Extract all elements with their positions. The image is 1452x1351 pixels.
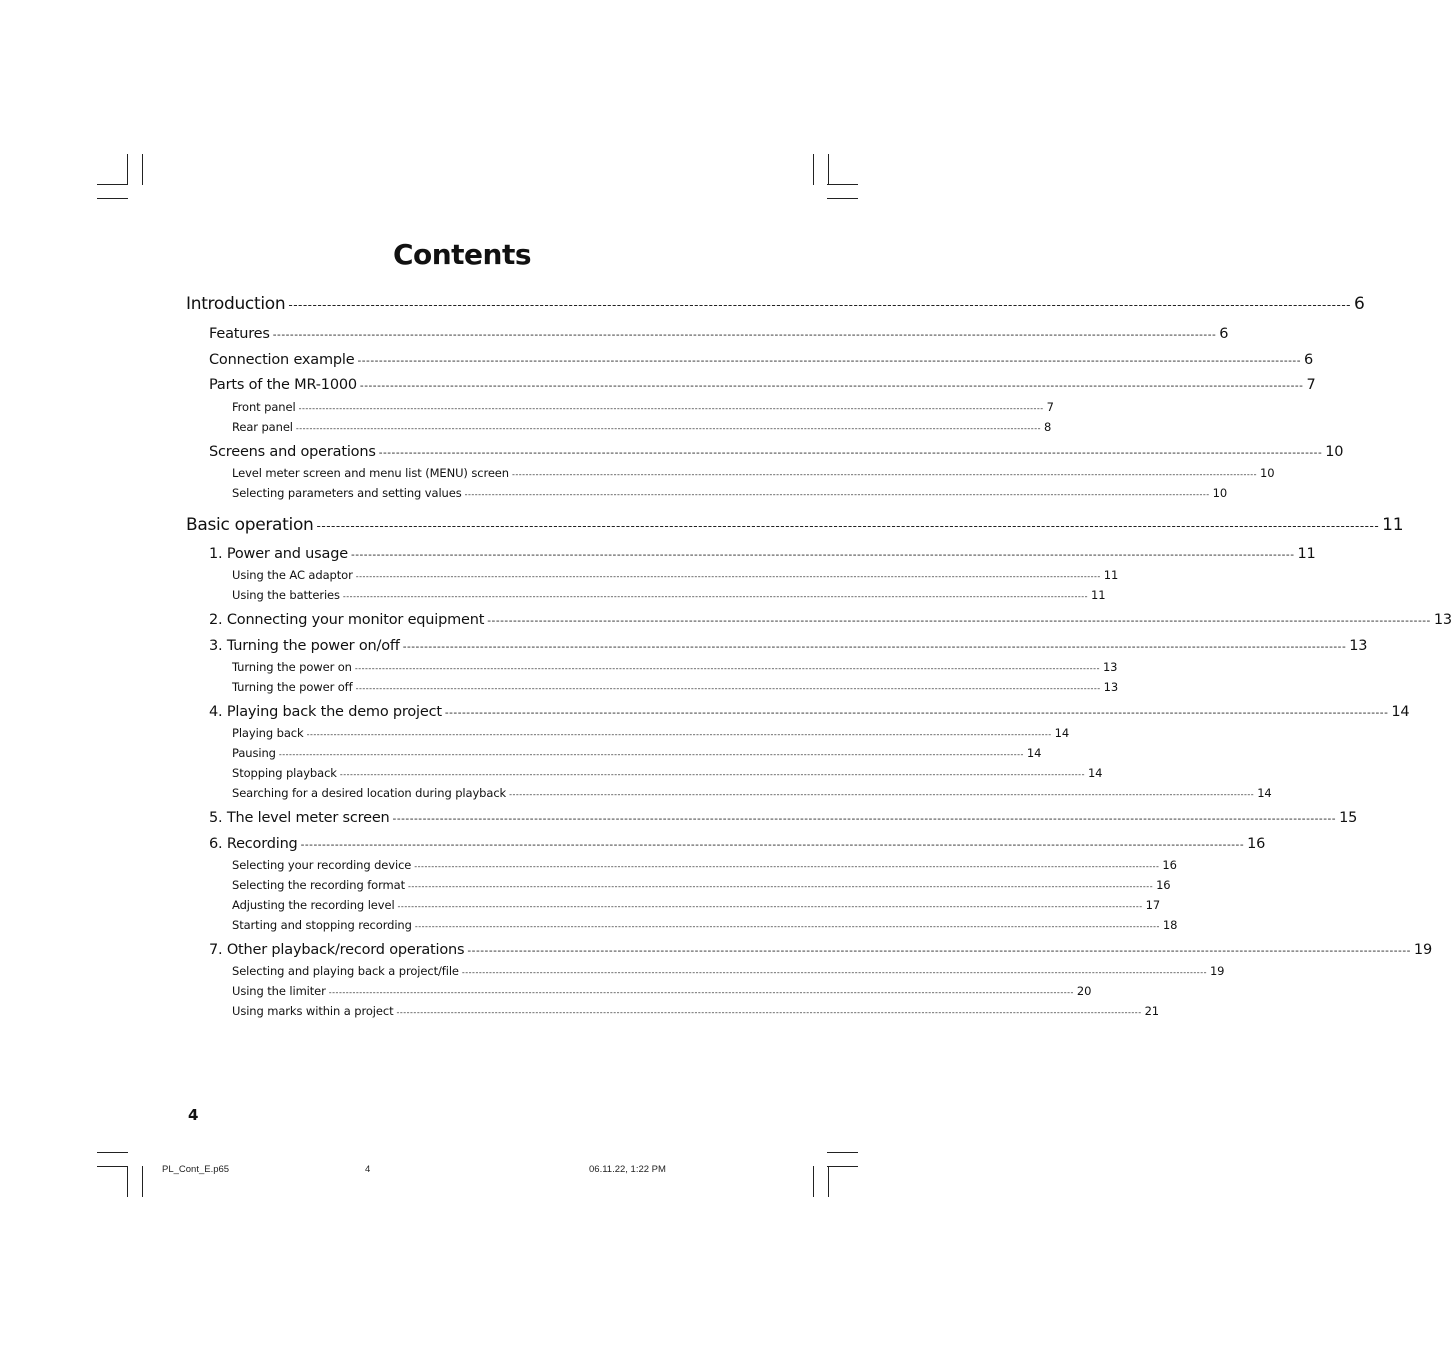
toc-entry bbox=[209, 836, 1266, 855]
toc-entry-title: 4. Playing back the demo project bbox=[209, 704, 442, 720]
toc-entry-title: Using the batteries bbox=[232, 588, 340, 602]
toc-entry-title: Parts of the MR-1000 bbox=[209, 377, 357, 393]
toc-subentry bbox=[232, 878, 1171, 894]
toc-entry-title: 3. Turning the power on/off bbox=[209, 638, 400, 654]
toc-entry-title: Front panel bbox=[232, 400, 296, 414]
toc-entry-title: Connection example bbox=[209, 352, 355, 368]
toc-entry-page: 6 bbox=[1353, 294, 1365, 314]
toc-entry-page: 14 bbox=[1026, 746, 1042, 760]
dot-leader: ---------------------------------------------------------------------------------------------------------------------------------------------------------------------------------------------------------------------------- bbox=[328, 988, 1074, 997]
footer-filename: PL_Cont_E.p65 bbox=[162, 1164, 230, 1175]
toc-entry-title: Playing back bbox=[232, 726, 304, 740]
toc-subentry bbox=[232, 918, 1178, 934]
toc-entry bbox=[209, 942, 1432, 961]
dot-leader: ---------------------------------------------------------------------------------------------------------------------------------------------------------------------------------------------------------------------------- bbox=[397, 902, 1143, 911]
dot-leader: ---------------------------------------------------------------------------------------------------------------------------------------------------------------------------------------------------------------------------- bbox=[509, 790, 1255, 799]
toc-subentry bbox=[232, 766, 1103, 782]
toc-entry bbox=[209, 377, 1316, 396]
toc-entry-page: 6 bbox=[1304, 352, 1314, 368]
toc-subentry bbox=[232, 786, 1272, 802]
dot-leader: ---------------------------------------------------------------------------------------------------------------------------------------------------------------------------------------------------------------------------- bbox=[392, 813, 1337, 825]
toc-entry-title: Using the limiter bbox=[232, 984, 326, 998]
toc-entry-title: Selecting parameters and setting values bbox=[232, 486, 462, 500]
toc-entry-title: Rear panel bbox=[232, 420, 293, 434]
toc-entry-page: 7 bbox=[1306, 377, 1316, 393]
toc-entry bbox=[209, 704, 1410, 723]
toc-entry-page: 16 bbox=[1247, 836, 1266, 852]
toc-subentry bbox=[232, 726, 1070, 742]
toc-entry-title: Selecting your recording device bbox=[232, 858, 412, 872]
toc-subentry bbox=[232, 420, 1052, 436]
dot-leader: ---------------------------------------------------------------------------------------------------------------------------------------------------------------------------------------------------------------------------- bbox=[467, 945, 1411, 957]
toc-entry-page: 10 bbox=[1260, 466, 1275, 480]
toc-entry-title: Starting and stopping recording bbox=[232, 918, 412, 932]
toc-entry bbox=[209, 326, 1229, 345]
toc-entry-page: 10 bbox=[1325, 444, 1344, 460]
toc-entry-title: Searching for a desired location during playback bbox=[232, 786, 507, 800]
footer-page: 4 bbox=[365, 1164, 371, 1175]
toc-entry-page: 17 bbox=[1145, 898, 1161, 912]
toc-subentry bbox=[232, 588, 1106, 604]
toc-entry-title: 7. Other playback/record operations bbox=[209, 942, 465, 958]
toc-entry bbox=[209, 546, 1316, 565]
toc-entry-page: 20 bbox=[1076, 984, 1092, 998]
toc-entry-title: Stopping playback bbox=[232, 766, 337, 780]
page-title: Contents bbox=[392, 238, 532, 271]
dot-leader: ---------------------------------------------------------------------------------------------------------------------------------------------------------------------------------------------------------------------------- bbox=[339, 770, 1085, 779]
toc-entry-title: Screens and operations bbox=[209, 444, 376, 460]
dot-leader: ---------------------------------------------------------------------------------------------------------------------------------------------------------------------------------------------------------------------------- bbox=[355, 684, 1101, 693]
toc-entry-page: 21 bbox=[1144, 1004, 1160, 1018]
toc-entry-page: 11 bbox=[1090, 588, 1106, 602]
dot-leader: ---------------------------------------------------------------------------------------------------------------------------------------------------------------------------------------------------------------------------- bbox=[414, 922, 1160, 931]
toc-entry-title: 1. Power and usage bbox=[209, 546, 348, 562]
toc-subentry bbox=[232, 984, 1092, 1000]
dot-leader: ---------------------------------------------------------------------------------------------------------------------------------------------------------------------------------------------------------------------------- bbox=[396, 1008, 1142, 1017]
toc-entry-page: 13 bbox=[1102, 660, 1118, 674]
toc-entry bbox=[209, 444, 1344, 463]
dot-leader: ---------------------------------------------------------------------------------------------------------------------------------------------------------------------------------------------------------------------------- bbox=[408, 882, 1154, 891]
dot-leader: ---------------------------------------------------------------------------------------------------------------------------------------------------------------------------------------------------------------------------- bbox=[278, 750, 1024, 759]
toc-entry-title: Using marks within a project bbox=[232, 1004, 394, 1018]
toc-entry-title: Level meter screen and menu list (MENU) screen bbox=[232, 466, 509, 480]
toc-entry-title: Turning the power off bbox=[232, 680, 353, 694]
footer-timestamp: 06.11.22, 1:22 PM bbox=[589, 1164, 666, 1175]
toc-entry-page: 14 bbox=[1257, 786, 1272, 800]
dot-leader: ---------------------------------------------------------------------------------------------------------------------------------------------------------------------------------------------------------------------------- bbox=[316, 519, 1380, 533]
dot-leader: ---------------------------------------------------------------------------------------------------------------------------------------------------------------------------------------------------------------------------- bbox=[461, 968, 1207, 977]
dot-leader: ---------------------------------------------------------------------------------------------------------------------------------------------------------------------------------------------------------------------------- bbox=[350, 549, 1295, 561]
dot-leader: ---------------------------------------------------------------------------------------------------------------------------------------------------------------------------------------------------------------------------- bbox=[288, 298, 1351, 312]
dot-leader: ---------------------------------------------------------------------------------------------------------------------------------------------------------------------------------------------------------------------------- bbox=[355, 572, 1101, 581]
dot-leader: ---------------------------------------------------------------------------------------------------------------------------------------------------------------------------------------------------------------------------- bbox=[272, 329, 1217, 341]
dot-leader: ---------------------------------------------------------------------------------------------------------------------------------------------------------------------------------------------------------------------------- bbox=[298, 404, 1044, 413]
dot-leader: ---------------------------------------------------------------------------------------------------------------------------------------------------------------------------------------------------------------------------- bbox=[464, 490, 1210, 499]
toc-entry-title: Selecting and playing back a project/file bbox=[232, 964, 459, 978]
toc-entry bbox=[209, 638, 1368, 657]
dot-leader: ---------------------------------------------------------------------------------------------------------------------------------------------------------------------------------------------------------------------------- bbox=[359, 380, 1304, 392]
toc-entry bbox=[209, 612, 1452, 631]
toc-entry-page: 11 bbox=[1297, 546, 1316, 562]
toc-entry-title: 6. Recording bbox=[209, 836, 298, 852]
toc-entry-page: 16 bbox=[1156, 878, 1171, 892]
toc-subentry bbox=[232, 1004, 1160, 1020]
toc-entry-page: 11 bbox=[1103, 568, 1119, 582]
toc-entry-page: 14 bbox=[1087, 766, 1103, 780]
dot-leader: ---------------------------------------------------------------------------------------------------------------------------------------------------------------------------------------------------------------------------- bbox=[402, 641, 1347, 653]
toc-entry-title: 5. The level meter screen bbox=[209, 810, 390, 826]
toc-entry-page: 8 bbox=[1043, 420, 1052, 434]
dot-leader: ---------------------------------------------------------------------------------------------------------------------------------------------------------------------------------------------------------------------------- bbox=[511, 470, 1258, 479]
toc-entry-title: Selecting the recording format bbox=[232, 878, 405, 892]
toc-entry-title: Pausing bbox=[232, 746, 276, 760]
toc-entry bbox=[209, 352, 1314, 371]
toc-subentry bbox=[232, 486, 1228, 502]
toc-entry-page: 13 bbox=[1349, 638, 1368, 654]
page-number: 4 bbox=[188, 1106, 199, 1124]
dot-leader: ---------------------------------------------------------------------------------------------------------------------------------------------------------------------------------------------------------------------------- bbox=[378, 447, 1323, 459]
toc-entry-page: 19 bbox=[1413, 942, 1432, 958]
toc-entry-title: Introduction bbox=[186, 294, 286, 314]
toc-subentry bbox=[232, 898, 1161, 914]
toc-entry-page: 14 bbox=[1391, 704, 1410, 720]
toc-entry-title: 2. Connecting your monitor equipment bbox=[209, 612, 485, 628]
toc-entry-page: 18 bbox=[1162, 918, 1178, 932]
dot-leader: ---------------------------------------------------------------------------------------------------------------------------------------------------------------------------------------------------------------------------- bbox=[354, 664, 1100, 673]
toc-subentry bbox=[232, 746, 1042, 762]
dot-leader: ---------------------------------------------------------------------------------------------------------------------------------------------------------------------------------------------------------------------------- bbox=[295, 424, 1041, 433]
toc-subentry bbox=[232, 858, 1177, 874]
dot-leader: ---------------------------------------------------------------------------------------------------------------------------------------------------------------------------------------------------------------------------- bbox=[414, 862, 1160, 871]
dot-leader: ---------------------------------------------------------------------------------------------------------------------------------------------------------------------------------------------------------------------------- bbox=[342, 592, 1088, 601]
toc-entry-page: 16 bbox=[1162, 858, 1177, 872]
dot-leader: ---------------------------------------------------------------------------------------------------------------------------------------------------------------------------------------------------------------------------- bbox=[444, 707, 1389, 719]
dot-leader: ---------------------------------------------------------------------------------------------------------------------------------------------------------------------------------------------------------------------------- bbox=[300, 839, 1245, 851]
toc-entry-page: 7 bbox=[1046, 400, 1054, 414]
toc-subentry bbox=[232, 660, 1118, 676]
toc-entry bbox=[209, 810, 1358, 829]
toc-entry-title: Basic operation bbox=[186, 515, 314, 535]
toc-subentry bbox=[232, 400, 1054, 416]
dot-leader: ---------------------------------------------------------------------------------------------------------------------------------------------------------------------------------------------------------------------------- bbox=[357, 355, 1302, 367]
toc-entry-page: 19 bbox=[1209, 964, 1225, 978]
toc-entry-page: 11 bbox=[1382, 515, 1404, 535]
toc-subentry bbox=[232, 680, 1119, 696]
toc-subentry bbox=[232, 466, 1275, 482]
toc-entry-page: 13 bbox=[1103, 680, 1119, 694]
toc-entry-title: Adjusting the recording level bbox=[232, 898, 395, 912]
toc-entry-title: Turning the power on bbox=[232, 660, 352, 674]
toc-entry-page: 14 bbox=[1054, 726, 1070, 740]
toc-entry-page: 13 bbox=[1433, 612, 1452, 628]
dot-leader: ---------------------------------------------------------------------------------------------------------------------------------------------------------------------------------------------------------------------------- bbox=[306, 730, 1052, 739]
dot-leader: ---------------------------------------------------------------------------------------------------------------------------------------------------------------------------------------------------------------------------- bbox=[487, 615, 1431, 627]
toc-entry-page: 15 bbox=[1339, 810, 1358, 826]
toc-entry-title: Features bbox=[209, 326, 270, 342]
toc-entry-page: 6 bbox=[1219, 326, 1229, 342]
toc-subentry bbox=[232, 568, 1119, 584]
toc-section bbox=[186, 294, 1365, 316]
toc-section bbox=[186, 515, 1404, 537]
toc-entry-title: Using the AC adaptor bbox=[232, 568, 353, 582]
toc-subentry bbox=[232, 964, 1225, 980]
toc-entry-page: 10 bbox=[1212, 486, 1228, 500]
